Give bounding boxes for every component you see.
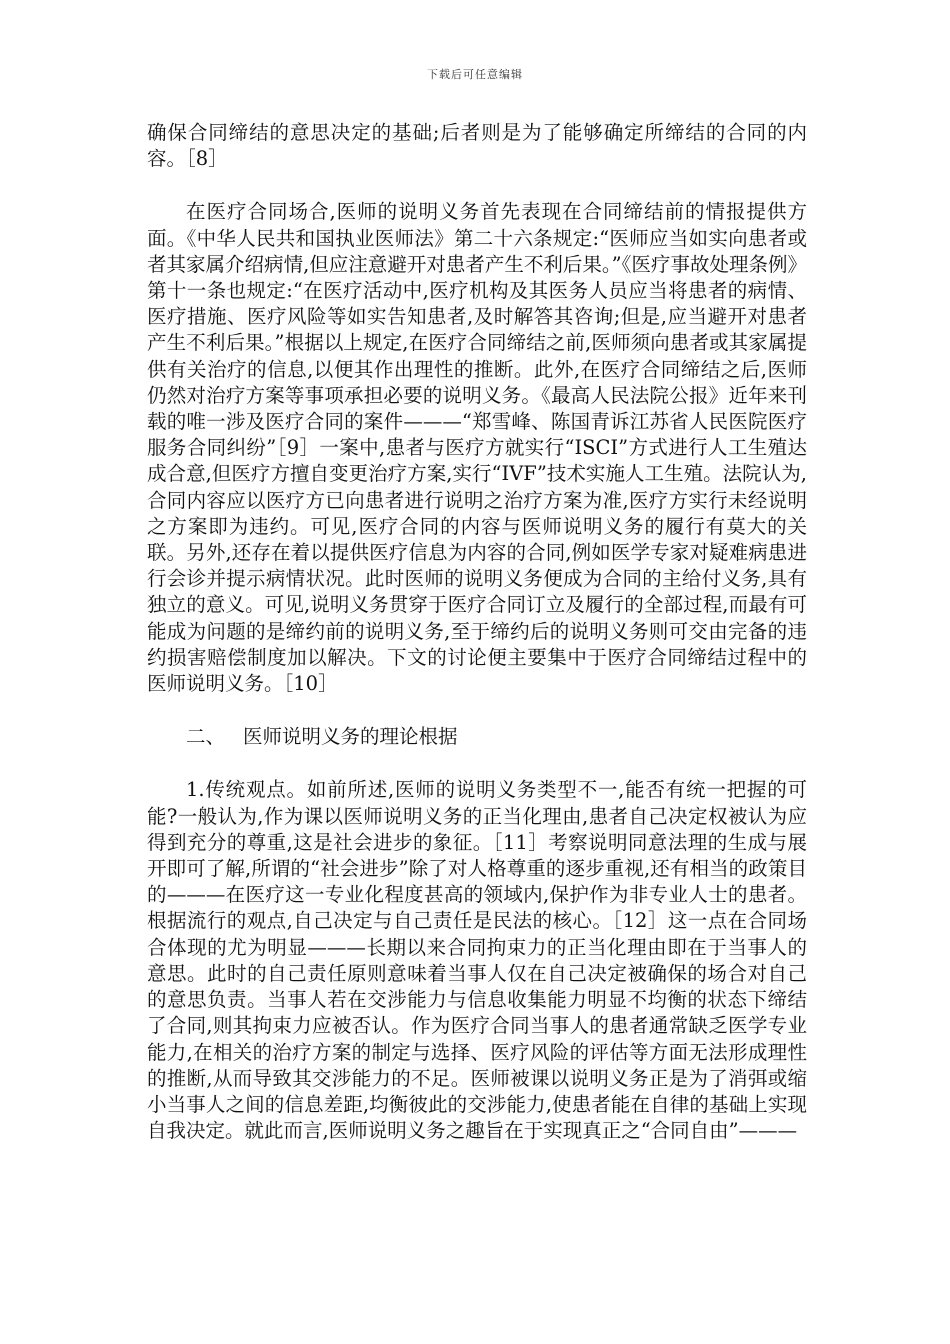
page-header: 下载后可任意编辑 <box>427 68 523 81</box>
document-body <box>147 120 807 1171</box>
section-heading <box>147 724 807 750</box>
section-number: 二、 <box>186 725 226 749</box>
paragraph-continuation: 确保合同缔结的意思决定的基础;后者则是为了能够确定所缔结的合同的内容。［8］ <box>147 121 807 171</box>
paragraph-duty-of-disclosure: 在医疗合同场合,医师的说明义务首先表现在合同缔结前的情报提供方面。《中华人民共和国执业医师法》第二十六条规定:“医师应当如实向患者或者其家属介绍病情,但应注意避开对患者产生不利后果。”《医疗事故处理条例》第十一条也规定:“在医疗活动中,医疗机构及其医务人员应当将患者的病情、医疗措施、医疗风险等如实告知患者,及时解答其咨询;但是,应当避开对患者产生不利后果。”根据以上规定,在医疗合同缔结之前,医师须向患者或其家属提供有关治疗的信息,以便其作出理性的推断。此外,在医疗合同缔结之后,医师仍然对治疗方案等事项承担必要的说明义务。《最高人民法院公报》近年来刊载的唯一涉及医疗合同的案件———“郑雪峰、陈国青诉江苏省人民医院医疗服务合同纠纷”［9］一案中,患者与医疗方就实行“ISCI”方式进行人工生殖达成合意,但医疗方擅自变更治疗方案,实行“IVF”技术实施人工生殖。法院认为,合同内容应以医疗方已向患者进行说明之治疗方案为准,医疗方实行未经说明之方案即为违约。可见,医疗合同的内容与医师说明义务的履行有莫大的关联。另外,还存在着以提供医疗信息为内容的合同,例如医学专家对疑难病患进行会诊并提示病情状况。此时医师的说明义务便成为合同的主给付义务,具有独立的意义。可见,说明义务贯穿于医疗合同订立及履行的全部过程,而最有可能成为问题的是缔约前的说明义务,至于缔约后的说明义务则可交由完备的违约损害赔偿制度加以解决。下文的讨论便主要集中于医疗合同缔结过程中的医师说明义务。［10］ <box>147 200 807 696</box>
section-title: 医师说明义务的理论根据 <box>243 725 458 749</box>
paragraph-traditional-view: 1.传统观点。如前所述,医师的说明义务类型不一,能否有统一把握的可能?一般认为,作为课以医师说明义务的正当化理由,患者自己决定权被认为应得到充分的尊重,这是社会进步的象征。［11］考察说明同意法理的生成与展开即可了解,所谓的“社会进步”除了对人格尊重的逐步重视,还有相当的政策目的———在医疗这一专业化程度甚高的领域内,保护作为非专业人士的患者。根据流行的观点,自己决定与自己责任是民法的核心。［12］这一点在合同场合体现的尤为明显———长期以来合同拘束力的正当化理由即在于当事人的意思。此时的自己责任原则意味着当事人仅在自己决定被确保的场合对自己的意思负责。当事人若在交涉能力与信息收集能力明显不均衡的状态下缔结了合同,则其拘束力应被否认。作为医疗合同当事人的患者通常缺乏医学专业能力,在相关的治疗方案的制定与选择、医疗风险的评估等方面无法形成理性的推断,从而导致其交涉能力的不足。医师被课以说明义务正是为了消弭或缩小当事人之间的信息差距,均衡彼此的交涉能力,使患者能在自律的基础上实现自我决定。就此而言,医师说明义务之趣旨在于实现真正之“合同自由”——— <box>147 778 807 1143</box>
